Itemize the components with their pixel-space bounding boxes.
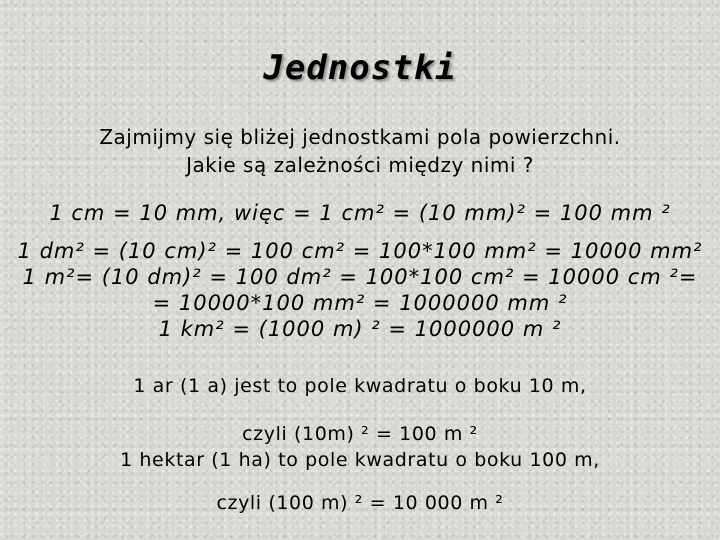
slide-title: Jednostki (263, 48, 457, 88)
equation-m: 1 m²= (10 dm)² = 100 dm² = 100*100 cm² = 10000 cm ²= (22, 265, 698, 289)
intro-line: Jakie są zależności między nimi ? (186, 153, 534, 177)
hektar-definition: 1 hektar (1 ha) to pole kwadratu o boku 100 m, (120, 449, 600, 471)
equation-km: 1 km² = (1000 m) ² = 1000000 m ² (158, 317, 562, 341)
intro-text (0, 123, 720, 179)
ar-result: czyli (10m) ² = 100 m ² (242, 423, 478, 445)
equations-block (0, 238, 720, 342)
equation-cm: 1 cm = 10 mm, więc = 1 cm² = (10 mm)² = 100 mm ² (49, 201, 671, 225)
ar-definition: 1 ar (1 a) jest to pole kwadratu o boku 10 m, (133, 375, 587, 397)
intro-line: Zajmijmy się bliżej jednostkami pola powierzchni. (99, 125, 621, 149)
equation-dm: 1 dm² = (10 cm)² = 100 cm² = 100*100 mm² = 10000 mm² (17, 239, 703, 263)
equation-m-continued: = 10000*100 mm² = 1000000 mm ² (152, 291, 568, 315)
hektar-result: czyli (100 m) ² = 10 000 m ² (216, 492, 504, 514)
